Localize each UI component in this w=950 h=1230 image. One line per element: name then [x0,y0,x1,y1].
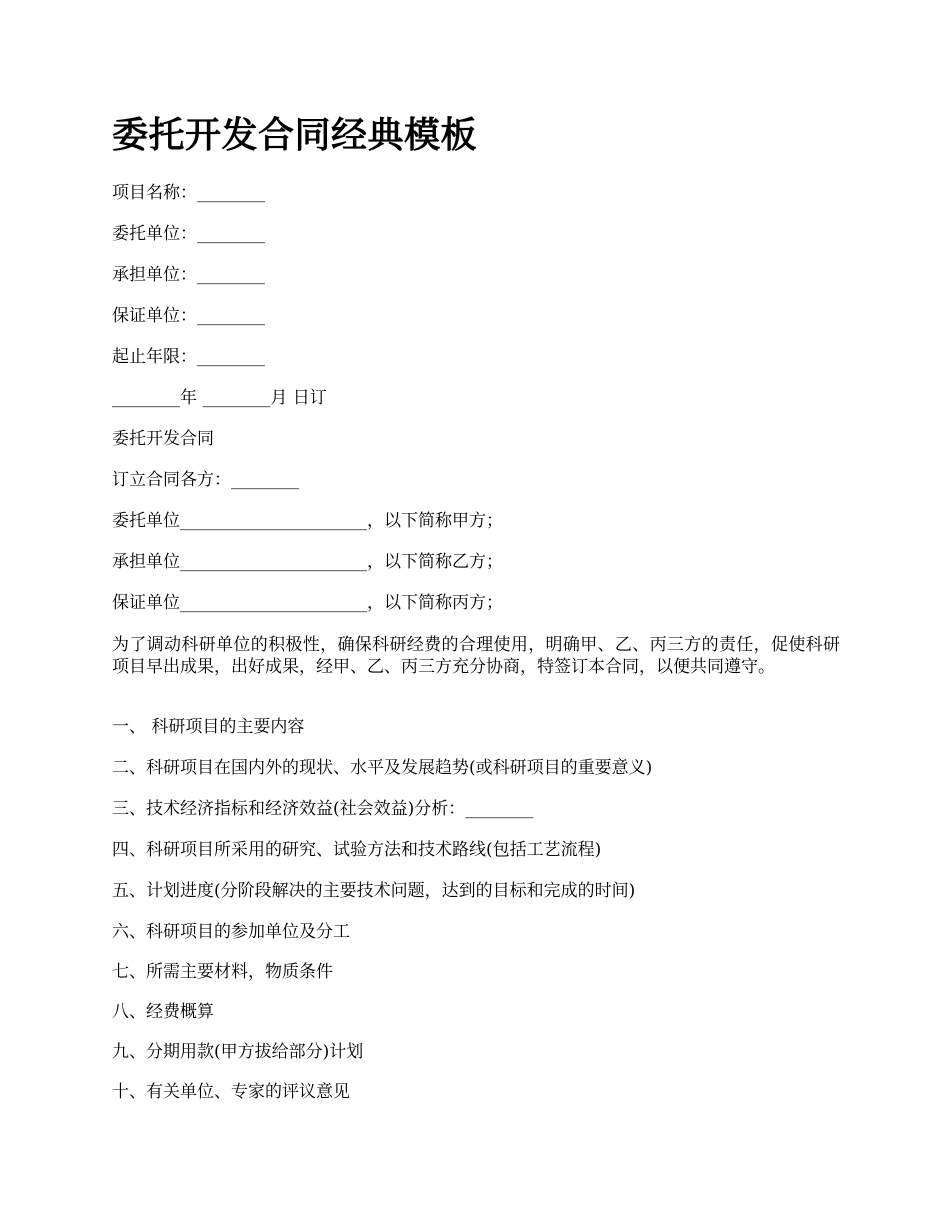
section-7: 七、所需主要材料，物质条件 [112,962,333,982]
contract-name: 委托开发合同 [112,429,214,449]
field-project-name: 项目名称：________ [112,183,265,203]
section-9: 九、分期用款(甲方拔给部分)计划 [112,1042,364,1062]
party-c: 保证单位______________________，以下简称丙方； [112,593,503,613]
section-8: 八、经费概算 [112,1002,214,1022]
party-b: 承担单位______________________，以下简称乙方； [112,552,503,572]
section-1: 一、 科研项目的主要内容 [112,717,305,737]
field-term: 起止年限：________ [112,347,265,367]
field-entrusting-unit: 委托单位：________ [112,224,265,244]
field-undertaking-unit: 承担单位：________ [112,265,265,285]
party-a: 委托单位______________________，以下简称甲方； [112,511,503,531]
parties-intro: 订立合同各方：________ [112,470,299,490]
section-4: 四、科研项目所采用的研究、试验方法和技术路线(包括工艺流程) [112,840,602,860]
section-3: 三、技术经济指标和经济效益(社会效益)分析：________ [112,799,534,819]
field-guarantor-unit: 保证单位：________ [112,306,265,326]
section-6: 六、科研项目的参加单位及分工 [112,922,350,942]
section-2: 二、科研项目在国内外的现状、水平及发展趋势(或科研项目的重要意义) [112,758,653,778]
section-5: 五、计划进度(分阶段解决的主要技术问题，达到的目标和完成的时间) [112,881,636,901]
date-line: ________年 ________月 日订 [112,388,327,408]
document-title: 委托开发合同经典模板 [112,115,478,156]
preamble-paragraph: 为了调动科研单位的积极性，确保科研经费的合理使用，明确甲、乙、丙三方的责任，促使科研项目早出成果，出好成果，经甲、乙、丙三方充分协商，特签订本合同，以便共同遵守。 [112,635,840,677]
section-10: 十、有关单位、专家的评议意见 [112,1082,350,1102]
